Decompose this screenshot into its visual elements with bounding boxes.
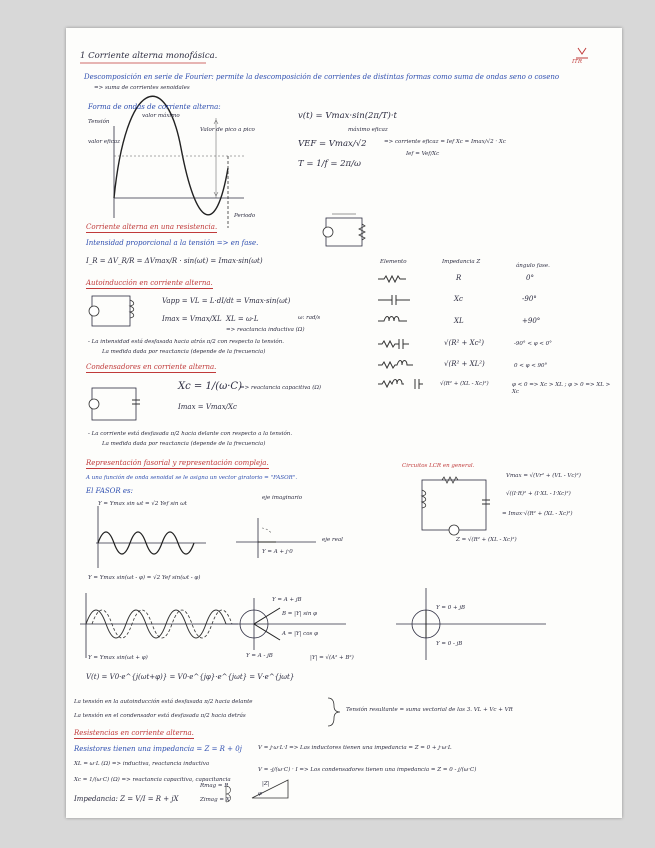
- table-row-2-impedance: Xc: [454, 295, 463, 303]
- inductance-eq-2: Imax = Vmax/XL: [162, 315, 222, 323]
- footer-brace-note: Tensión resultante = suma vectorial de las 3. VL + Vc + VR: [346, 707, 513, 713]
- table-row-4-impedance: √(R² + Xc²): [444, 339, 485, 347]
- eq-periodo: T = 1/f = 2π/ω: [298, 159, 361, 169]
- wave-heading: Forma de ondas de corriente alterna:: [88, 103, 221, 111]
- table-row-5-impedance: √(R² + XL²): [444, 360, 485, 368]
- resistance-formula: I_R = ΔV_R/R = ΔVmax/R · sin(ωt) = Imax·sin(ωt): [86, 257, 263, 265]
- phasor-eq-7: Y = A - jB: [246, 653, 273, 659]
- phasor-eq-2: Y = A + jB: [272, 597, 302, 603]
- footer-imp-note-1: Rmag = R: [200, 783, 229, 789]
- impedance-triangle: [226, 780, 288, 802]
- eq-v-t: v(t) = Vmax·sin(2π/T)·t: [298, 111, 397, 121]
- footer-xl-rhs: V = j·ω·L·I => Las inductores tienen una impedancia = Z = 0 + j·ω·L: [258, 745, 452, 751]
- label-valor-maximo: valor máximo: [142, 113, 180, 119]
- phasor-eq-6: Y = 0 - jB: [436, 641, 463, 647]
- inductance-unit-note: ω: rad/s: [298, 315, 321, 321]
- phasor-eq-1: Y = A + j·0: [262, 549, 293, 555]
- phasor-modulus: |Y| = √(A² + B²): [310, 655, 354, 661]
- table-row-6-impedance: √(R² + (XL - Xc)²): [440, 381, 489, 387]
- inductance-eq-3-note: => reactancia inductiva (Ω): [226, 327, 305, 333]
- inductor-circuit: [89, 296, 134, 326]
- intro-line-2: => suma de corrientes senoidales: [94, 85, 190, 91]
- table-row-4-angle: -90° < φ < 0°: [514, 341, 552, 347]
- table-header-impedancia: Impedancia Z: [442, 259, 481, 265]
- inductance-eq-1: Vapp = VL = L·dI/dt = Vmax·sin(ωt): [162, 297, 291, 305]
- resistor-circuit: [323, 214, 365, 246]
- rlc-eq-2: √((I·R)² + (I·XL - I·Xc)²): [506, 491, 571, 497]
- phasor-sine-plot: [96, 506, 316, 568]
- table-row-2-angle: -90°: [522, 295, 537, 303]
- capacitor-heading: Condensadores en corriente alterna.: [86, 363, 217, 371]
- table-row-5-angle: 0 < φ < 90°: [514, 363, 548, 369]
- rlc-heading: Circuitos LCR en general.: [402, 463, 475, 469]
- capacitor-note-2: La medida dada por reactancia (depende de la frecuencia): [102, 441, 266, 447]
- resistance-subheading: Intensidad proporcional a la tensión => en fase.: [86, 239, 259, 247]
- label-valor-pico: Valor de pico a pico: [200, 127, 255, 133]
- phasor-wave-1: Y = Ymax sin ωt = √2 Yef sin ωt: [98, 501, 187, 507]
- footer-xc-rhs: V = -j/(ω·C) · I => Los condensadores tienen una impedancia = Z = 0 - j/(ω·C): [258, 767, 477, 773]
- phasor-shifted-plot: [80, 588, 546, 660]
- phasor-complex-eq: V(t) = V0·e^{j(ωt+φ)} = V0·e^{jφ}·e^{jωt} = V·e^{jωt}: [86, 673, 295, 681]
- phasor-heading: Representación fasorial y representación compleja.: [86, 459, 269, 467]
- intro-line-1: Descomposición en serie de Fourier: permite la descomposición de corrientes de distintas formas como suma de ondas seno o coseno: [84, 73, 560, 81]
- rlc-eq-3: = Imax·√(R² + (XL - Xc)²): [502, 511, 573, 517]
- phasor-eq-4: A = |Y| cos φ: [282, 631, 318, 637]
- footer-xc-line: Xc = 1/(ω·C) (Ω) => reactancia capacitiva, capacitancia: [74, 777, 231, 783]
- label-tension: Tensión: [88, 119, 110, 125]
- capacitor-eq-2: Imax = Vmax/Xc: [178, 403, 237, 411]
- table-row-3-angle: +90°: [522, 317, 541, 325]
- inductance-heading: Autoinducción en corriente alterna.: [86, 279, 213, 287]
- capacitor-eq-1: Xc = 1/(ω·C): [178, 381, 242, 392]
- triangle-label-z: |Z|: [262, 781, 270, 787]
- capacitor-circuit: [89, 388, 140, 420]
- corner-mark: ITR: [572, 59, 582, 65]
- footer-xl-line: XL = ω·L (Ω) => inductiva, reactancia inductiva: [74, 761, 210, 767]
- rlc-circuit: [422, 477, 490, 535]
- inductance-note-2: La medida dada por reactancia (depende de la frecuencia): [102, 349, 266, 355]
- footer-heading: Resistencias en corriente alterna.: [74, 729, 194, 737]
- phasor-line-2: El FASOR es:: [86, 487, 134, 495]
- resistance-heading: Corriente alterna en una resistencia.: [86, 223, 218, 231]
- capacitor-note-1: - La corriente está desfasada π/2 hacia delante con respecto a la tensión.: [88, 431, 293, 437]
- phasor-wave-2: Y = Ymax sin(ωt - φ) = √2 Yef sin(ωt - φ): [88, 575, 201, 581]
- element-symbols: [378, 276, 423, 389]
- eq-v-ef-note: => corriente eficaz = Ief Xc = Imax/√2 · Xc: [384, 139, 506, 145]
- phasor-line-1: A una función de onda senoidal se le asigna un vector giratorio = "FASOR".: [86, 475, 298, 481]
- footer-line-1: La tensión en la autoinducción está desfasada π/2 hacia delante: [74, 699, 253, 705]
- eq-v-ef: VEF = Vmax/√2: [298, 139, 367, 149]
- capacitor-eq-1-note: => reactancia capacitiva (Ω): [240, 385, 322, 391]
- table-header-angulo: ángulo fase.: [516, 263, 550, 269]
- rlc-eq-1: Vmax = √(Vr² + (VL - Vc)²): [506, 473, 581, 479]
- rlc-eq-4: Z = √(R² + (XL - Xc)²): [456, 537, 517, 543]
- label-valor-eficaz: valor eficaz: [88, 139, 121, 145]
- inductance-note-1: - La intensidad está desfasada hacia atrás π/2 con respecto la tensión.: [88, 339, 284, 345]
- footer-r-line: Resistores tienen una impedancia = Z = R + 0j: [74, 745, 242, 753]
- phasor-eje-imaginario: eje imaginario: [262, 495, 303, 501]
- phasor-eje-real: eje real: [322, 537, 343, 543]
- page-title: 1 Corriente alterna monofásica.: [80, 51, 218, 61]
- table-row-1-angle: 0°: [526, 274, 534, 282]
- notebook-page: [66, 28, 622, 818]
- phasor-eq-5: Y = 0 + jB: [436, 605, 466, 611]
- table-header-elemento: Elemento: [380, 259, 407, 265]
- footer-impedance: Impedancia: Z = V/I = R + jX: [74, 795, 179, 803]
- table-row-1-impedance: R: [456, 274, 462, 282]
- table-row-3-impedance: XL: [454, 317, 464, 325]
- eq-i-ef: Ief = Vef/Xc: [406, 151, 440, 157]
- triangle-label-phi: φ: [258, 791, 262, 797]
- table-row-6-angle: φ < 0 => Xc > XL ; φ > 0 => XL > Xc: [512, 382, 611, 396]
- maximo-eficaz-note: máximo eficaz: [348, 127, 388, 133]
- phasor-eq-3: B = |Y| sin φ: [282, 611, 317, 617]
- inductance-eq-3: XL = ω·L: [226, 315, 259, 323]
- footer-imp-note-2: Zimag = X: [200, 797, 230, 803]
- footer-line-2: La tensión en el condensador está desfasada π/2 hacia detrás: [74, 713, 246, 719]
- label-periodo: Periodo: [234, 213, 256, 219]
- phasor-wave-3: Y = Ymax sin(ωt + φ): [88, 655, 148, 661]
